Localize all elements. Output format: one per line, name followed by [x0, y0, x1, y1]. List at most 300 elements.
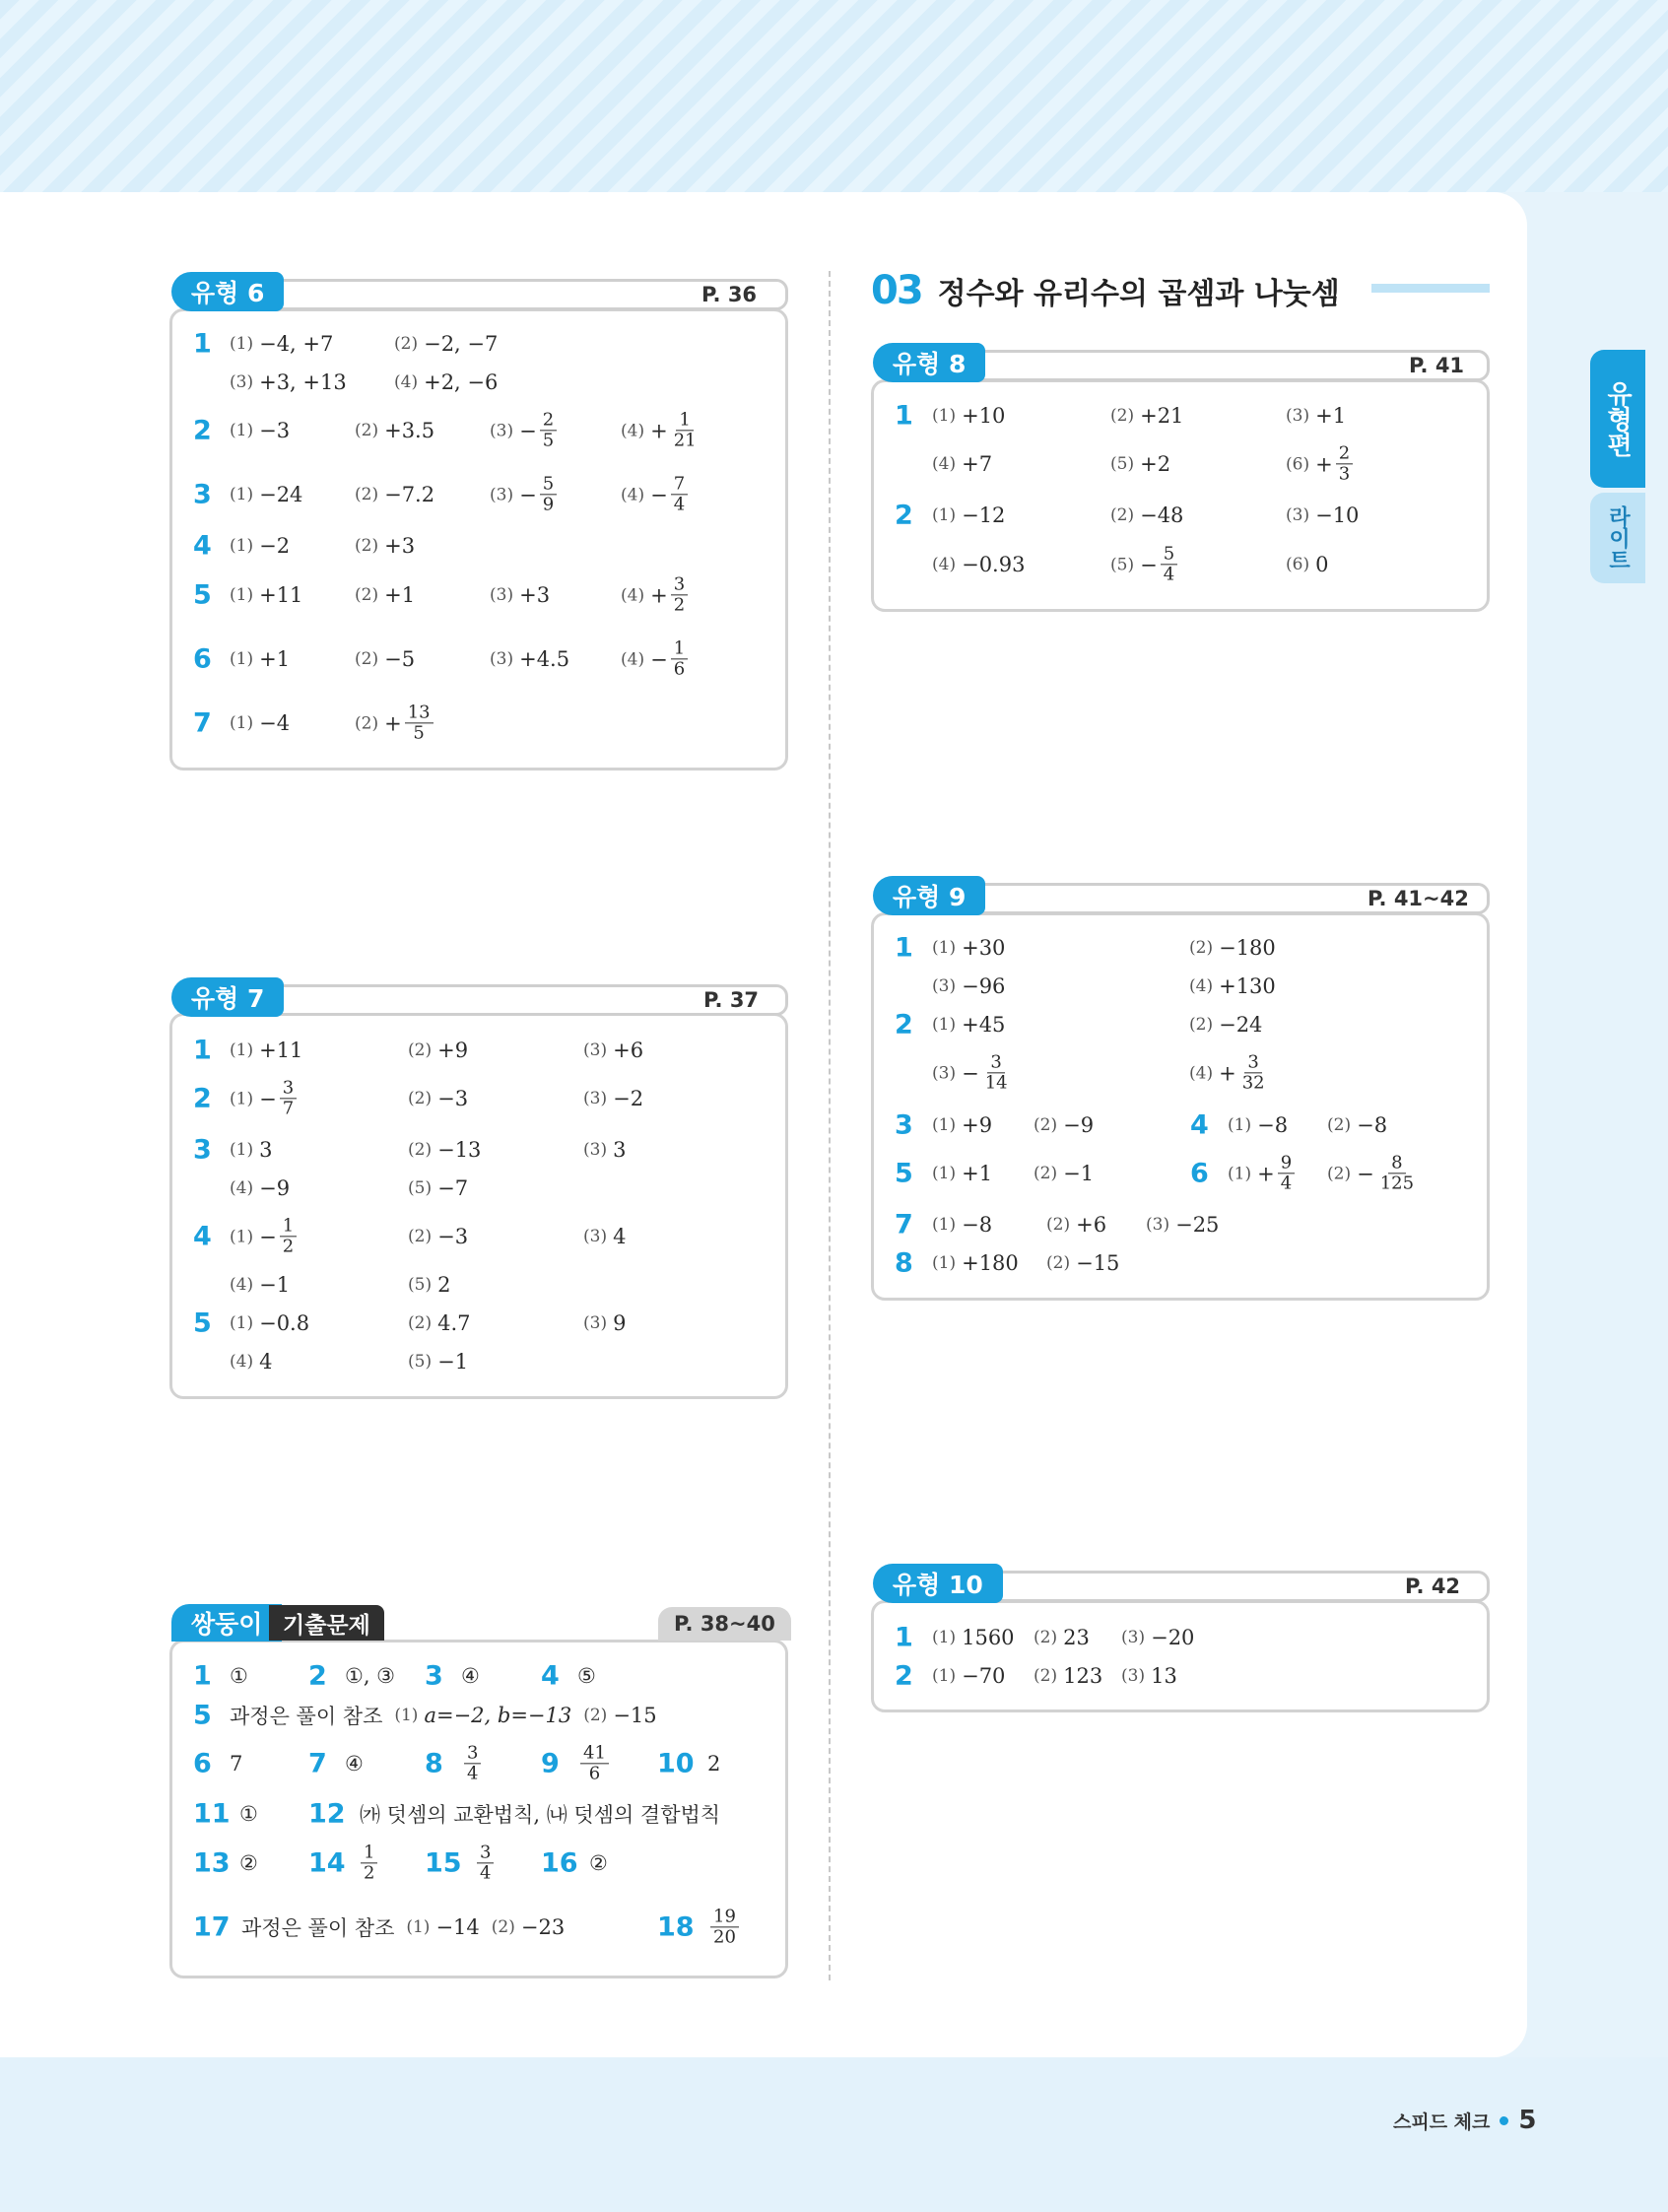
twin-q15-answer: [474, 1843, 494, 1883]
type7-q4-a2-value: −3: [437, 1225, 469, 1248]
type7-q4-a3-value: 4: [613, 1225, 627, 1248]
type6-q6-a2-label: (2): [355, 649, 379, 669]
type9-q2-a2: [1189, 1013, 1262, 1037]
type7-q3-a4: [230, 1176, 290, 1200]
type10-q1-a3-value: −20: [1151, 1626, 1195, 1649]
type7-page-ref: P. 37: [703, 988, 760, 1012]
twin-q5-a2-value: −15: [613, 1704, 657, 1727]
type6-q5-a4: [621, 574, 688, 615]
type6-q7-number: 7: [193, 707, 212, 739]
type6-q6-a4-sign: −: [650, 647, 668, 671]
type6-q5-a3-value: +3: [519, 583, 551, 607]
type6-q5-number: 5: [193, 579, 212, 611]
type7-q5-a5-label: (5): [408, 1352, 433, 1372]
side-tab-lite[interactable]: [1590, 493, 1645, 583]
type6-q3-a3-label: (3): [490, 485, 514, 504]
type8-q2-a3: [1286, 503, 1359, 527]
type8-q2-a4-value: −0.93: [962, 553, 1026, 576]
type9-q7-a2: [1046, 1213, 1106, 1237]
type7-q4-a3-label: (3): [583, 1227, 608, 1246]
twin-q14-answer: [358, 1843, 377, 1883]
type7-q3-a1-value: 3: [259, 1138, 273, 1162]
type10-q2-number: 2: [895, 1660, 913, 1692]
type7-q1-a1-label: (1): [230, 1040, 254, 1060]
type9-q8-a2-label: (2): [1046, 1253, 1071, 1273]
type7-q2-a2: [408, 1087, 468, 1110]
twin-q8-number: 8: [425, 1748, 443, 1779]
twin-q8-numerator: 3: [464, 1743, 481, 1764]
twin-q5-a2-label: (2): [583, 1706, 608, 1725]
type6-q4-a1-label: (1): [230, 536, 254, 556]
type6-q2-a3: [490, 410, 557, 450]
type7-q3-a3-label: (3): [583, 1140, 608, 1160]
type6-q6-a4-label: (4): [621, 649, 645, 669]
type9-q6-a2: [1327, 1153, 1417, 1193]
twin-q17-a1-label: (1): [406, 1917, 431, 1937]
type6-q5-a3-label: (3): [490, 585, 514, 605]
twin-q15-fraction: [477, 1843, 494, 1883]
twin-q9-denominator: 6: [588, 1763, 601, 1784]
type9-q1-a3-value: −96: [962, 974, 1006, 998]
type6-q3-a4-denominator: 4: [673, 494, 686, 515]
type8-q2-a5-sign: −: [1140, 553, 1158, 576]
type9-q2-a4-denominator: 32: [1241, 1072, 1265, 1094]
type7-q2-a1-label: (1): [230, 1089, 254, 1108]
twin-q11-number: 11: [193, 1798, 231, 1830]
type6-q3-a1-value: −24: [259, 483, 303, 506]
type7-q3-number: 3: [193, 1134, 212, 1166]
type10-q2-a2-value: 123: [1063, 1664, 1103, 1688]
type7-q4-a4-value: −1: [259, 1273, 291, 1297]
type9-q8-a2-value: −15: [1076, 1251, 1120, 1275]
type8-q2-a5-label: (5): [1110, 555, 1135, 574]
type9-q8-a1-value: +180: [962, 1251, 1019, 1275]
type10-q2-a1-label: (1): [932, 1666, 957, 1686]
type7-q5-a1: [230, 1311, 309, 1335]
twin-q12-answer: ㈎ 덧셈의 교환법칙, ㈏ 덧셈의 결합법칙: [360, 1803, 721, 1827]
type9-q7-a2-label: (2): [1046, 1215, 1071, 1235]
type8-q2-a6-value: 0: [1315, 553, 1329, 576]
type8-q2-a1-label: (1): [932, 505, 957, 525]
twin-q18-answer: [707, 1907, 739, 1947]
type8-q1-a6-sign: +: [1315, 452, 1333, 476]
type7-q4-a4: [230, 1273, 290, 1297]
type9-q1-a1-label: (1): [932, 938, 957, 958]
type9-q5-a1-value: +1: [962, 1162, 993, 1185]
type9-q1-a3: [932, 974, 1005, 998]
type6-q3-a1-label: (1): [230, 485, 254, 504]
type6-q2-a3-numerator: 2: [540, 410, 557, 431]
side-tab-type-edition-label: 유형편: [1602, 380, 1633, 457]
type8-q1-a6: [1286, 443, 1353, 484]
type6-q2-a3-fraction: [540, 410, 557, 450]
type8-q1-a3: [1286, 404, 1346, 428]
type7-q2-number: 2: [193, 1083, 212, 1114]
type7-q5-a2: [408, 1311, 471, 1335]
type6-q4-a2-value: +3: [384, 534, 416, 558]
type9-q5-a1-label: (1): [932, 1164, 957, 1183]
type7-box: [169, 1013, 788, 1399]
type6-q6-a3: [490, 647, 569, 671]
twin-q8-answer: [461, 1743, 481, 1783]
type10-q1-number: 1: [895, 1622, 913, 1653]
type6-q7-a2-label: (2): [355, 713, 379, 733]
type7-q5-a4-value: 4: [259, 1350, 273, 1374]
type6-q3-a4: [621, 474, 688, 514]
twin-q5-a1-value: a=−2, b=−13: [424, 1704, 572, 1727]
type9-page-ref: P. 41~42: [1368, 887, 1469, 910]
type7-q4-a5-value: 2: [437, 1273, 451, 1297]
type6-q6-a2-value: −5: [384, 647, 416, 671]
type7-q2-a3-label: (3): [583, 1089, 608, 1108]
type9-q6-a2-numerator: 8: [1388, 1153, 1405, 1173]
type9-q8-a1: [932, 1251, 1019, 1275]
type6-q4-a1-value: −2: [259, 534, 291, 558]
type7-q4-a1-numerator: 1: [280, 1216, 297, 1237]
type9-label: 유형 9: [873, 876, 985, 915]
type7-q1-a3-label: (3): [583, 1040, 608, 1060]
type10-q1-a1-value: 1560: [962, 1626, 1015, 1649]
twin-q10-number: 10: [657, 1748, 695, 1779]
type8-q1-a4-label: (4): [932, 454, 957, 474]
type9-q1-a4-value: +130: [1219, 974, 1276, 998]
type9-q2-a3-fraction: [982, 1052, 1011, 1093]
type10-q2-a1: [932, 1664, 1005, 1688]
type9-q6-a2-label: (2): [1327, 1164, 1352, 1183]
type9-q3-number: 3: [895, 1109, 913, 1141]
type8-q1-a6-label: (6): [1286, 454, 1310, 474]
twin-page-ref: P. 38~40: [658, 1607, 791, 1641]
type7-q1-a2-label: (2): [408, 1040, 433, 1060]
twin-q16-answer: ②: [589, 1851, 608, 1875]
type9-q6-a1-numerator: 9: [1278, 1153, 1295, 1173]
type6-q7-a2-fraction: [405, 703, 434, 743]
type6-q4-a2-label: (2): [355, 536, 379, 556]
type7-q1-a1: [230, 1039, 302, 1062]
type8-q1-a4-value: +7: [962, 452, 993, 476]
twin-q14-denominator: 2: [364, 1862, 375, 1884]
type8-q1-a1-value: +10: [962, 404, 1006, 428]
type9-q4-a2-label: (2): [1327, 1115, 1352, 1135]
type9-q2-a1: [932, 1013, 1005, 1037]
footer-label: 스피드 체크: [1393, 2111, 1491, 2133]
type6-q1-number: 1: [193, 328, 212, 360]
type7-q2-a1-fraction: [280, 1078, 297, 1118]
type6-q5-a4-label: (4): [621, 585, 645, 605]
type7-q1-number: 1: [193, 1035, 212, 1066]
type9-q7-a3: [1146, 1213, 1219, 1237]
page-footer: [1393, 2104, 1536, 2137]
type9-q3-a2: [1034, 1113, 1094, 1137]
type9-q6-a2-denominator: 125: [1379, 1173, 1415, 1194]
type10-q1-a1: [932, 1626, 1015, 1649]
type10-q2-a3: [1121, 1664, 1177, 1688]
twin-q5-a1-label: (1): [394, 1706, 419, 1725]
type6-q7-a2: [355, 703, 434, 743]
type9-q2-a3-label: (3): [932, 1063, 957, 1083]
type9-q3-a2-label: (2): [1034, 1115, 1058, 1135]
type10-label: 유형 10: [873, 1564, 1003, 1603]
type9-q6-number: 6: [1190, 1158, 1209, 1189]
type9-q2-a3-numerator: 3: [987, 1052, 1004, 1073]
type9-q4-a2: [1327, 1113, 1387, 1137]
type6-q3-a2: [355, 483, 434, 506]
type6-q2-a4-sign: +: [650, 419, 668, 442]
type6-q1-a1-value: −4, +7: [259, 332, 334, 356]
section-title-underline: [1371, 284, 1490, 293]
twin-q5-number: 5: [193, 1700, 212, 1731]
twin-q3-answer: ④: [461, 1664, 480, 1688]
type6-q6-number: 6: [193, 643, 212, 675]
type6-label: 유형 6: [171, 272, 284, 311]
type9-q5-a2: [1034, 1162, 1094, 1185]
twin-q18-numerator: 19: [710, 1907, 739, 1927]
type6-q5-a2: [355, 583, 415, 607]
type10-q2-a3-value: 13: [1151, 1664, 1177, 1688]
type8-q1-number: 1: [895, 400, 913, 432]
type8-q1-a3-value: +1: [1315, 404, 1347, 428]
type9-q3-a1: [932, 1113, 992, 1137]
type7-q1-a1-value: +11: [259, 1039, 303, 1062]
type6-q2-a2-value: +3.5: [384, 419, 435, 442]
type7-q4-a1-fraction: [280, 1216, 297, 1256]
type8-q2-a1: [932, 503, 1005, 527]
type6-q1-a3-value: +3, +13: [259, 370, 347, 394]
type7-q4-a3: [583, 1225, 626, 1248]
type7-q2-a1-sign: −: [259, 1087, 277, 1110]
type8-q1-a2-value: +21: [1140, 404, 1184, 428]
footer-dot-icon: [1500, 2116, 1508, 2125]
type9-q1-a1-value: +30: [962, 936, 1006, 960]
type7-q3-a2: [408, 1138, 481, 1162]
type7-q2-a1-numerator: 3: [280, 1078, 297, 1099]
type6-q2-a1: [230, 419, 290, 442]
type6-q1-a4-label: (4): [394, 372, 419, 392]
type7-q4-a1: [230, 1216, 297, 1256]
type9-q7-a3-value: −25: [1175, 1213, 1220, 1237]
type7-q3-a4-value: −9: [259, 1176, 291, 1200]
type6-q6-a1-label: (1): [230, 649, 254, 669]
twin-q18-fraction: [710, 1907, 739, 1947]
type9-q6-a1-fraction: [1278, 1153, 1295, 1193]
type6-q2-a2: [355, 419, 434, 442]
type8-q2-a2-value: −48: [1140, 503, 1184, 527]
twin-q17-a1-value: −14: [435, 1915, 480, 1939]
type9-q8-a2: [1046, 1251, 1119, 1275]
type6-q1-a1-label: (1): [230, 334, 254, 354]
type7-q5-number: 5: [193, 1307, 212, 1339]
type6-q3-a2-label: (2): [355, 485, 379, 504]
type7-q4-a1-label: (1): [230, 1227, 254, 1246]
type6-q7-a1-value: −4: [259, 711, 291, 735]
twin-q14-numerator: 1: [361, 1843, 377, 1863]
type6-q4-a1: [230, 534, 290, 558]
type7-q3-a1: [230, 1138, 272, 1162]
type6-q3-a4-numerator: 7: [671, 474, 688, 495]
type6-q3-a3-numerator: 5: [540, 474, 557, 495]
type7-q3-a3: [583, 1138, 626, 1162]
type9-q4-a1-label: (1): [1228, 1115, 1252, 1135]
type7-q2-a1: [230, 1078, 297, 1118]
type6-q1-a3-label: (3): [230, 372, 254, 392]
type7-q2-a2-label: (2): [408, 1089, 433, 1108]
type7-q3-a1-label: (1): [230, 1140, 254, 1160]
type9-q7-a2-value: +6: [1076, 1213, 1107, 1237]
type8-q1-a5-label: (5): [1110, 454, 1135, 474]
type7-q5-a4-label: (4): [230, 1352, 254, 1372]
type9-q2-a2-value: −24: [1219, 1013, 1263, 1037]
type9-q2-a3: [932, 1052, 1011, 1093]
type6-q6-a2: [355, 647, 415, 671]
type6-q5-a1-label: (1): [230, 585, 254, 605]
type10-q1-a2-value: 23: [1063, 1626, 1090, 1649]
type9-q4-a1: [1228, 1113, 1288, 1137]
type7-q1-a2-value: +9: [437, 1039, 469, 1062]
type9-q2-a1-value: +45: [962, 1013, 1006, 1037]
type7-q4-a1-denominator: 2: [282, 1236, 295, 1257]
type8-q2-a3-value: −10: [1315, 503, 1360, 527]
type9-q6-a2-sign: −: [1357, 1162, 1374, 1185]
twin-q3-number: 3: [425, 1660, 443, 1692]
type8-q2-a4: [932, 553, 1025, 576]
type10-q2-a2: [1034, 1664, 1102, 1688]
twin-q9-fraction: [580, 1743, 609, 1783]
type9-q1-a2: [1189, 936, 1276, 960]
type6-q5-a4-fraction: [671, 574, 688, 615]
type9-q1-a4: [1189, 974, 1276, 998]
top-pattern-band: [0, 0, 1668, 192]
type6-q5-a4-sign: +: [650, 583, 668, 607]
type7-q5-a3-value: 9: [613, 1311, 627, 1335]
type6-q5-a1-value: +11: [259, 583, 303, 607]
type8-q1-a6-numerator: 2: [1336, 443, 1353, 464]
type6-q2-a1-label: (1): [230, 421, 254, 440]
type9-q6-a1-denominator: 4: [1280, 1173, 1293, 1194]
type6-q5-a4-numerator: 3: [671, 574, 688, 595]
type6-q1-a4-value: +2, −6: [424, 370, 499, 394]
twin-q4-number: 4: [541, 1660, 560, 1692]
type6-q1-a1: [230, 332, 333, 356]
type7-q5-a1-value: −0.8: [259, 1311, 310, 1335]
type6-q3-a4-sign: −: [650, 483, 668, 506]
twin-q18-number: 18: [657, 1911, 695, 1943]
side-tab-type-edition[interactable]: [1590, 350, 1645, 488]
type8-q1-a2: [1110, 404, 1183, 428]
type9-q1-a1: [932, 936, 1005, 960]
type8-q1-a6-fraction: [1336, 443, 1353, 484]
type8-q2-a5-numerator: 5: [1161, 544, 1177, 565]
twin-q15-number: 15: [425, 1847, 462, 1879]
twin-q14-number: 14: [308, 1847, 346, 1879]
type6-q2-a3-denominator: 5: [542, 430, 555, 451]
twin-q18-denominator: 20: [713, 1926, 736, 1948]
twin-q8-fraction: [464, 1743, 481, 1783]
type9-q7-a1-label: (1): [932, 1215, 957, 1235]
type8-q2-a2-label: (2): [1110, 505, 1135, 525]
twin-q7-answer: ④: [345, 1752, 364, 1776]
type6-page-ref: P. 36: [701, 283, 758, 306]
type9-q6-a2-fraction: [1377, 1153, 1417, 1193]
type6-q6-a4: [621, 638, 688, 679]
page-number: 5: [1518, 2106, 1537, 2135]
type7-q5-a2-label: (2): [408, 1313, 433, 1333]
twin-q13-answer: ②: [239, 1851, 258, 1875]
type7-q2-a2-value: −3: [437, 1087, 469, 1110]
twin-q5-note: 과정은 풀이 참조: [230, 1705, 383, 1728]
type10-q2-a3-label: (3): [1121, 1666, 1146, 1686]
type9-q1-a3-label: (3): [932, 976, 957, 996]
type7-label: 유형 7: [171, 977, 284, 1017]
type7-q4-a1-sign: −: [259, 1225, 277, 1248]
type9-q2-a4-sign: +: [1219, 1061, 1236, 1085]
twin-q6-number: 6: [193, 1748, 212, 1779]
type6-q6-a4-fraction: [671, 638, 688, 679]
type9-q2-a4-numerator: 3: [1244, 1052, 1261, 1073]
type9-q8-number: 8: [895, 1247, 913, 1279]
section-number: 03: [871, 268, 922, 313]
type8-q2-a6-label: (6): [1286, 555, 1310, 574]
type7-q2-a3: [583, 1087, 643, 1110]
type9-q6-a1-label: (1): [1228, 1164, 1252, 1183]
type9-q2-number: 2: [895, 1009, 913, 1040]
type6-q6-a4-denominator: 6: [673, 658, 686, 680]
type6-q2-a4-fraction: [671, 410, 700, 450]
type10-q1-a2-label: (2): [1034, 1628, 1058, 1647]
type9-q2-a2-label: (2): [1189, 1015, 1214, 1035]
type7-q1-a3-value: +6: [613, 1039, 644, 1062]
type9-q6-a1-sign: +: [1257, 1162, 1275, 1185]
type6-q6-a1-value: +1: [259, 647, 291, 671]
type9-q5-a2-label: (2): [1034, 1164, 1058, 1183]
type8-q1-a3-label: (3): [1286, 406, 1310, 426]
type7-q4-number: 4: [193, 1221, 212, 1252]
type6-q5-a1: [230, 583, 302, 607]
type9-q2-a4: [1189, 1052, 1268, 1093]
type10-q2-a2-label: (2): [1034, 1666, 1058, 1686]
twin-q1-number: 1: [193, 1660, 212, 1692]
type6-q3-a4-label: (4): [621, 485, 645, 504]
twin-q9-numerator: 41: [580, 1743, 609, 1764]
type7-q2-a1-denominator: 7: [282, 1098, 295, 1119]
type10-page-ref: P. 42: [1405, 1575, 1461, 1598]
type8-q1-a5: [1110, 452, 1170, 476]
type9-q2-a4-label: (4): [1189, 1063, 1214, 1083]
type7-q1-a2: [408, 1039, 468, 1062]
type7-q1-a3: [583, 1039, 643, 1062]
type6-q3-a3-sign: −: [519, 483, 537, 506]
type8-q2-a6: [1286, 553, 1328, 576]
type6-q1-a2-value: −2, −7: [424, 332, 499, 356]
type8-q2-a5-denominator: 4: [1163, 564, 1175, 585]
type7-q5-a2-value: 4.7: [437, 1311, 471, 1335]
type8-q1-a1-label: (1): [932, 406, 957, 426]
type6-q5-a4-denominator: 2: [673, 594, 686, 616]
type9-q1-a2-value: −180: [1219, 936, 1276, 960]
twin-q5-answer: [230, 1701, 657, 1730]
type6-q3-a4-fraction: [671, 474, 688, 514]
type6-q7-a2-denominator: 5: [413, 722, 425, 744]
type9-q2-a3-denominator: 14: [984, 1072, 1008, 1094]
type7-q3-a4-label: (4): [230, 1178, 254, 1198]
twin-q8-denominator: 4: [467, 1763, 479, 1784]
type7-q4-a5-label: (5): [408, 1275, 433, 1295]
type8-q1-a5-value: +2: [1140, 452, 1171, 476]
type8-q2-a5-fraction: [1161, 544, 1177, 584]
type6-q5-a2-label: (2): [355, 585, 379, 605]
type9-q7-number: 7: [895, 1209, 913, 1240]
type8-q1-a2-label: (2): [1110, 406, 1135, 426]
type6-q6-a1: [230, 647, 290, 671]
